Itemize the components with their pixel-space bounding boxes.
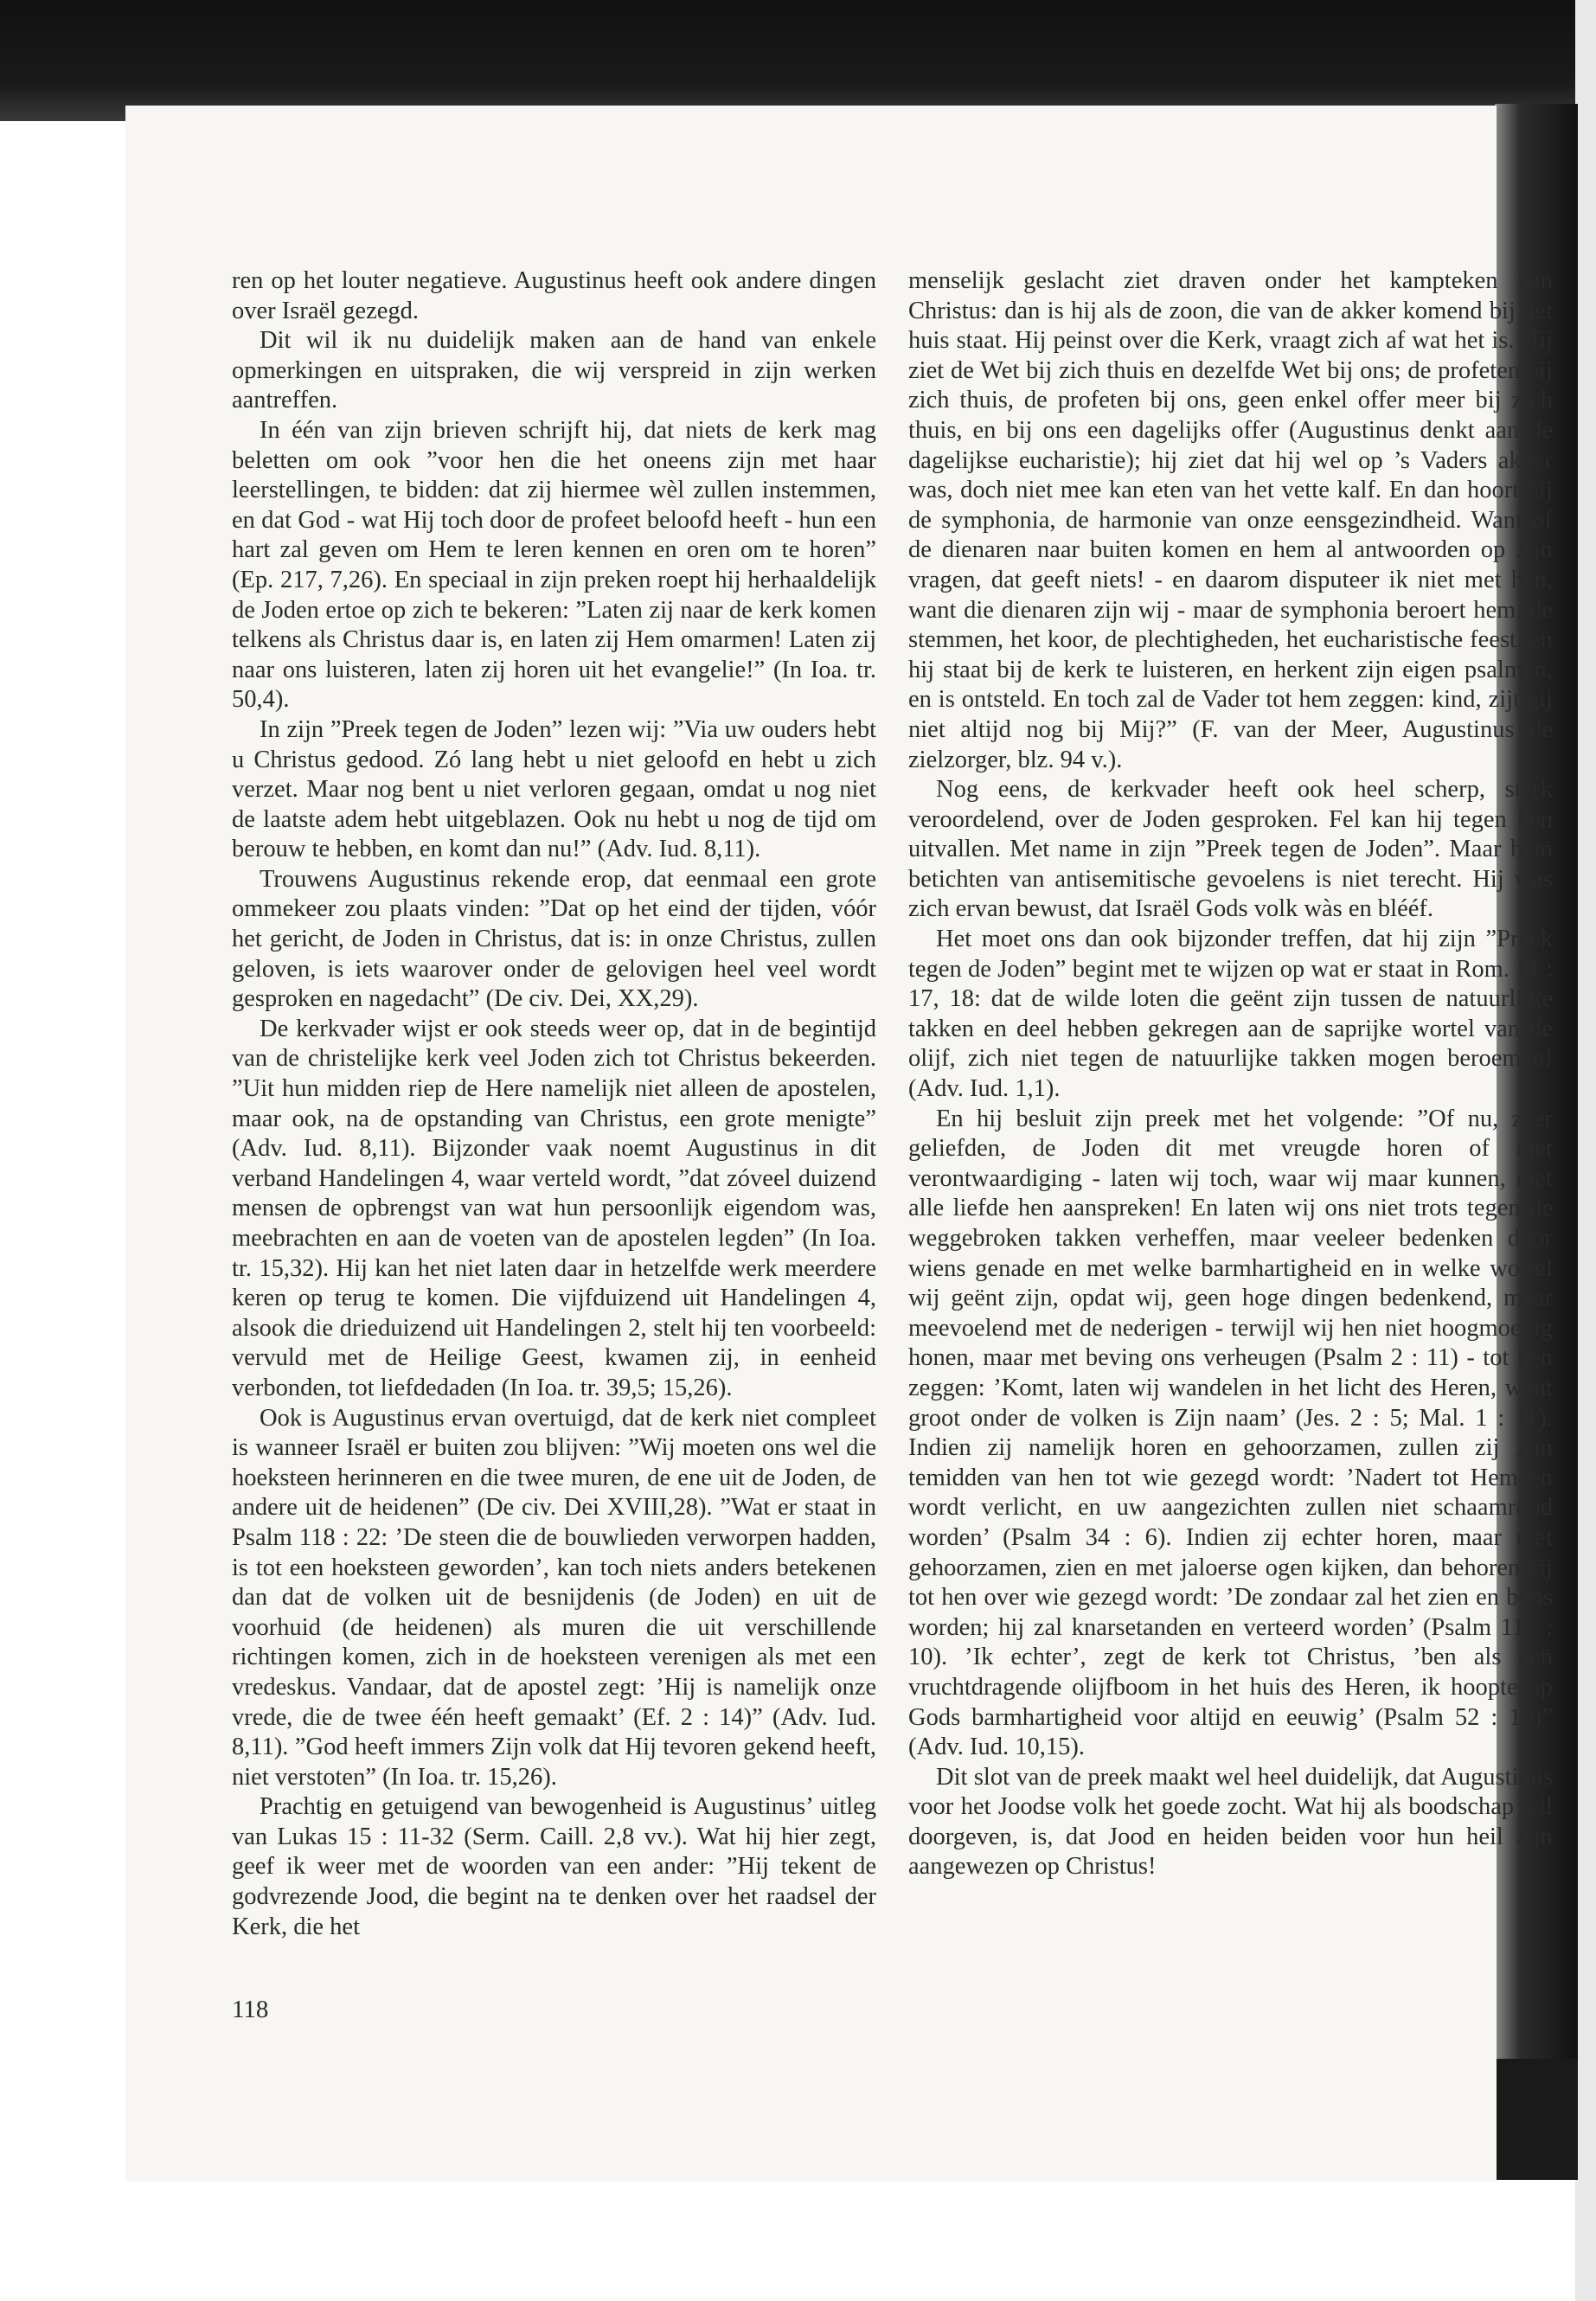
paragraph: Dit slot van de preek maakt wel heel duidelijk, dat Augustinus voor het Joodse volk het goede zocht. Wat hij als boodschap wil doorgeven, is, dat Jood en heiden beiden voor hun heil zijn aangewezen op Christus!: [908, 1763, 1553, 1881]
right-text-column: [908, 266, 1553, 1882]
paragraph: De kerkvader wijst er ook steeds weer op, dat in de begintijd van de christelijke kerk veel Joden zich tot Christus bekeerden. ”Uit hun midden riep de Here namelijk niet alleen de apostelen, maar ook, na de opstanding van Christus, een grote menigte” (Adv. Iud. 8,11). Bijzonder vaak noemt Augustinus in dit verband Handelingen 4, waar verteld wordt, ”dat zóveel duizend mensen de opbrengst van wat hun persoonlijk eigendom was, meebrachten en aan de voeten van de apostelen legden” (In Ioa. tr. 15,32). Hij kan het niet laten daar in hetzelfde werk meerdere keren op terug te komen. Die vijfduizend uit Handelingen 4, alsook die drieduizend uit Handelingen 2, stelt hij ten voorbeeld: vervuld met de Heilige Geest, kwamen zij, in eenheid verbonden, tot liefdedaden (In Ioa. tr. 39,5; 15,26).: [232, 1015, 876, 1401]
paragraph: Dit wil ik nu duidelijk maken aan de hand van enkele opmerkingen en uitspraken, die wij verspreid in zijn werken aantreffen.: [232, 327, 876, 414]
page-number: 118: [232, 1996, 269, 2023]
paragraph: In zijn ”Preek tegen de Joden” lezen wij: ”Via uw ouders hebt u Christus gedood. Zó lang hebt u niet geloofd en hebt u zich verzet. Maar nog bent u niet verloren gegaan, omdat u nog niet de laatste adem hebt uitgeblazen. Ook nu hebt u nog de tijd om berouw te hebben, en komt dan nu!” (Adv. Iud. 8,11).: [232, 715, 876, 863]
scan-top-border: [0, 0, 1596, 121]
scan-right-border: [1575, 0, 1596, 2301]
paragraph: Prachtig en getuigend van bewogenheid is Augustinus’ uitleg van Lukas 15 : 11-32 (Serm. Caill. 2,8 vv.). Wat hij hier zegt, geef ik weer met de woorden van een ander: ”Hij tekent de godvrezende Jood, die begint na te denken over het raadsel der Kerk, die het: [232, 1793, 876, 1940]
paragraph: menselijk geslacht ziet draven onder het kampteken van Christus: dan is hij als de zoon, die van de akker komend bij het huis staat. Hij peinst over die Kerk, vraagt zich af wat het is. Hij ziet de Wet bij zich thuis en dezelfde Wet bij ons; de profeten bij zich thuis, de profeten bij ons, geen enkel offer meer bij zich thuis, en bij ons een dagelijks offer (Augustinus denkt aan de dagelijkse eucharistie); hij ziet dat hij wel op ’s Vaders akker was, doch niet mee kan eten van het vette kalf. En dan hoort hij de symphonia, de harmonie van onze eensgezindheid. Want of de dienaren naar buiten komen en hem al antwoorden op zijn vragen, dat geeft niets! - en daarom disputeer ik niet met hen, want die dienaren zijn wij - maar de symphonia beroert hem, de stemmen, het koor, de plechtigheden, het eucharistische feest, en hij staat bij de kerk te luisteren, en herkent zijn eigen psalmen, en is ontsteld. En toch zal de Vader tot hem zeggen: kind, zijt gij niet altijd nog bij Mij?” (F. van der Meer, Augustinus de zielzorger, blz. 94 v.).: [908, 267, 1553, 773]
book-page-edge: [1495, 2059, 1578, 2180]
paragraph: Nog eens, de kerkvader heeft ook heel scherp, sterk veroordelend, over de Joden gesproken. Fel kan hij tegen hen uitvallen. Met name in zijn ”Preek tegen de Joden”. Maar hem betichten van antisemitische gevoelens is niet terecht. Hij was zich ervan bewust, dat Israël Gods volk wàs en blééf.: [908, 776, 1553, 923]
paragraph: En hij besluit zijn preek met het volgende: ”Of nu, zeer geliefden, de Joden dit met vreugde horen of met verontwaardiging - laten wij toch, waar wij maar kunnen, met alle liefde hen aanspreken! En laten wij ons niet trots tegen de weggebroken takken verheffen, maar veeleer bedenken door wiens genade en met welke barmhartigheid en in welke wortel wij geënt zijn, opdat wij, geen hoge dingen bedenkend, maar meevoelend met de nederigen - terwijl wij hen niet hoogmoedig honen, maar met beving ons verheugen (Psalm 2 : 11) - tot hen zeggen: ’Komt, laten wij wandelen in het licht des Heren, want groot onder de volken is Zijn naam’ (Jes. 2 : 5; Mal. 1 : 11). Indien zij namelijk horen en gehoorzamen, zullen zij zijn temidden van hen tot wie gezegd wordt: ’Nadert tot Hem en wordt verlicht, en uw aangezichten zullen niet schaamrood worden’ (Psalm 34 : 6). Indien zij echter horen, maar niet gehoorzamen, zien en met jaloerse ogen kijken, dan behoren zij tot hen over wie gezegd wordt: ’De zondaar zal het zien en boos worden; hij zal knarsetanden en verteerd worden’ (Psalm 112 : 10). ’Ik echter’, zegt de kerk tot Christus, ’ben als een vruchtdragende olijfboom in het huis des Heren, ik hoopte op Gods barmhartigheid voor altijd en eeuwig’ (Psalm 52 : 10)” (Adv. Iud. 10,15).: [908, 1105, 1553, 1761]
paragraph: Ook is Augustinus ervan overtuigd, dat de kerk niet compleet is wanneer Israël er buiten zou blijven: ”Wij moeten ons wel die hoeksteen herinneren en die twee muren, de ene uit de Joden, de andere uit de heidenen” (De civ. Dei XVIII,28). ”Wat er staat in Psalm 118 : 22: ’De steen die de bouwlieden verworpen hadden, is tot een hoeksteen geworden’, kan toch niets anders betekenen dan dat de volken uit de besnijdenis (de Joden) en uit de voorhuid (de heidenen) als muren die uit verschillende richtingen komen, zich in de hoeksteen verenigen als met een vredeskus. Vandaar, dat de apostel zegt: ’Hij is namelijk onze vrede, die de twee één heeft gemaakt’ (Ef. 2 : 14)” (Adv. Iud. 8,11). ”God heeft immers Zijn volk dat Hij tevoren gekend heeft, niet verstoten” (In Ioa. tr. 15,26).: [232, 1404, 876, 1791]
paragraph: In één van zijn brieven schrijft hij, dat niets de kerk mag beletten om ook ”voor hen die het oneens zijn met haar leerstellingen, te bidden: dat zij hiermee wèl zullen instemmen, en dat God - wat Hij toch door de profeet beloofd heeft - hun een hart zal geven om Hem te leren kennen en oren om te horen” (Ep. 217, 7,26). En speciaal in zijn preken roept hij herhaaldelijk de Joden ertoe op zich te bekeren: ”Laten zij naar de kerk komen telkens als Christus daar is, en laten zij Hem omarmen! Laten zij naar ons luisteren, laten zij horen uit het evangelie!” (In Ioa. tr. 50,4).: [232, 416, 876, 714]
paragraph: Het moet ons dan ook bijzonder treffen, dat hij zijn ”Preek tegen de Joden” begint met te wijzen op wat er staat in Rom. 11 : 17, 18: dat de wilde loten die geënt zijn tussen de natuurlijke takken en deel hebben gekregen aan de saprijke wortel van de olijf, zich niet tegen de natuurlijke takken mogen beroemen! (Adv. Iud. 1,1).: [908, 926, 1553, 1103]
book-page: [125, 106, 1553, 2182]
left-text-column: [232, 266, 876, 1942]
paragraph: ren op het louter negatieve. Augustinus heeft ook andere dingen over Israël gezegd.: [232, 267, 876, 324]
paragraph: Trouwens Augustinus rekende erop, dat eenmaal een grote ommekeer zou plaats vinden: ”Dat op het eind der tijden, vóór het gericht, de Joden in Christus, dat is: in onze Christus, zullen geloven, is iets waarover onder de gelovigen heel veel wordt gesproken en nagedacht” (De civ. Dei, XX,29).: [232, 865, 876, 1013]
